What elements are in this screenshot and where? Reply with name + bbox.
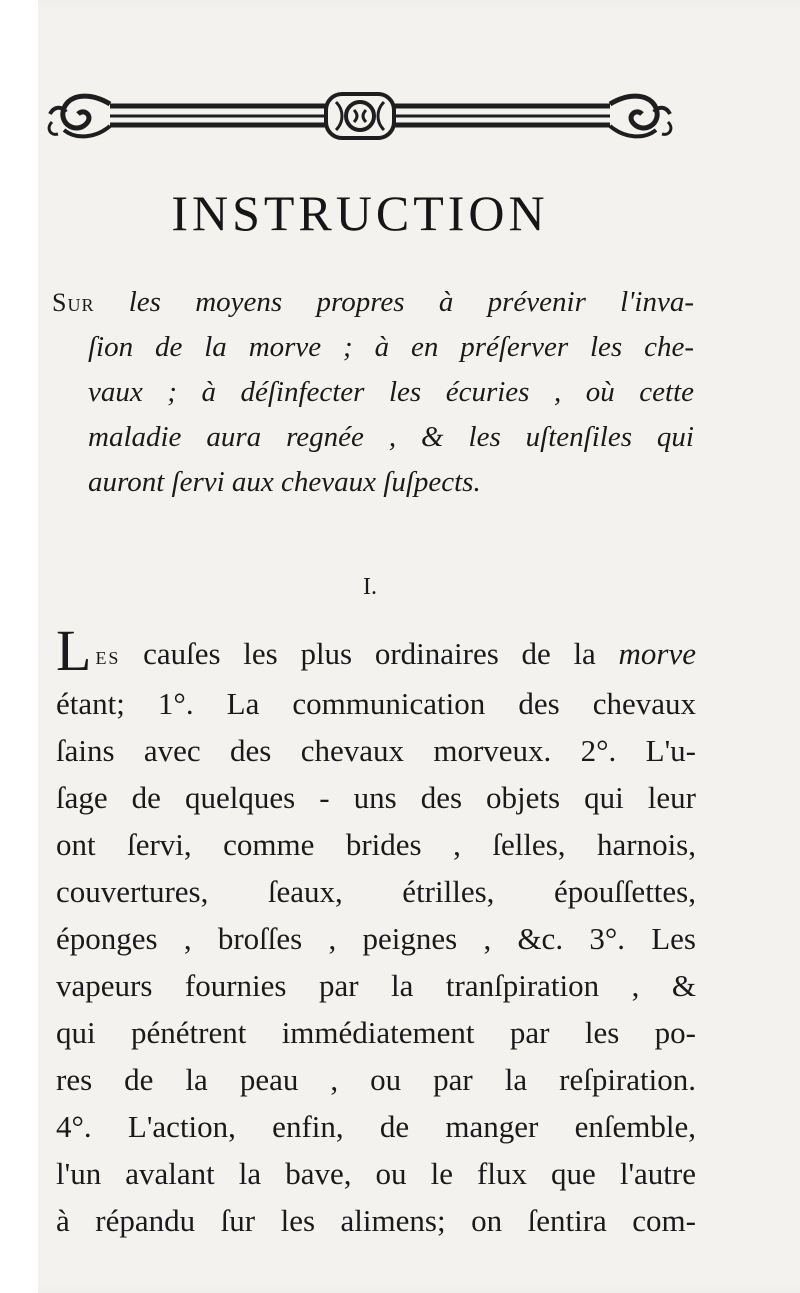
section-number: I. — [363, 574, 377, 600]
body-line: à répandu ſur les alimens; on ſentira com- — [56, 1203, 696, 1238]
subtitle-line: maladie aura regnée , & les uſtenſiles qui — [88, 421, 694, 453]
subtitle-line: ſion de la morve ; à en préſerver les che- — [88, 331, 694, 363]
body-line: res de la peau , ou par la reſpiration. — [56, 1062, 696, 1097]
body-line: vapeurs fournies par la tranſpiration , & — [56, 968, 696, 1003]
italic-term: morve — [618, 636, 696, 671]
first-word-caps: es — [95, 643, 121, 670]
subtitle-line: auront ſervi aux chevaux ſuſpects. — [88, 466, 481, 498]
ornamental-header-band — [40, 84, 680, 148]
subtitle-lead-caps: Sur — [52, 288, 95, 317]
body-line: l'un avalant la bave, ou le flux que l'autre — [56, 1156, 696, 1191]
subtitle-line: vaux ; à déſinfecter les écuries , où cette — [88, 376, 694, 408]
subtitle-line — [52, 280, 694, 325]
body-line — [56, 618, 696, 683]
title-subtitle — [52, 280, 694, 505]
body-line-text: cauſes les plus ordinaires de la — [120, 636, 619, 671]
body-line: qui pénétrent immédiatement par les po- — [56, 1015, 696, 1050]
body-line: ont ſervi, comme brides , ſelles, harnois, — [56, 827, 696, 862]
body-line: 4°. L'action, enfin, de manger enſemble, — [56, 1109, 696, 1144]
body-line: couvertures, ſeaux, étrilles, épouſſettes, — [56, 874, 696, 909]
subtitle-line-text: les moyens propres à prévenir l'inva- — [94, 286, 694, 318]
page-title: INSTRUCTION — [171, 185, 549, 241]
drop-cap: L — [56, 618, 92, 683]
body-line: étant; 1°. La communication des chevaux — [56, 686, 696, 721]
body-paragraph — [56, 618, 696, 1244]
body-line: éponges , broſſes , peignes , &c. 3°. Les — [56, 921, 696, 956]
body-line: ſage de quelques - uns des objets qui leur — [56, 780, 696, 815]
body-line: ſains avec des chevaux morveux. 2°. L'u- — [56, 733, 696, 768]
